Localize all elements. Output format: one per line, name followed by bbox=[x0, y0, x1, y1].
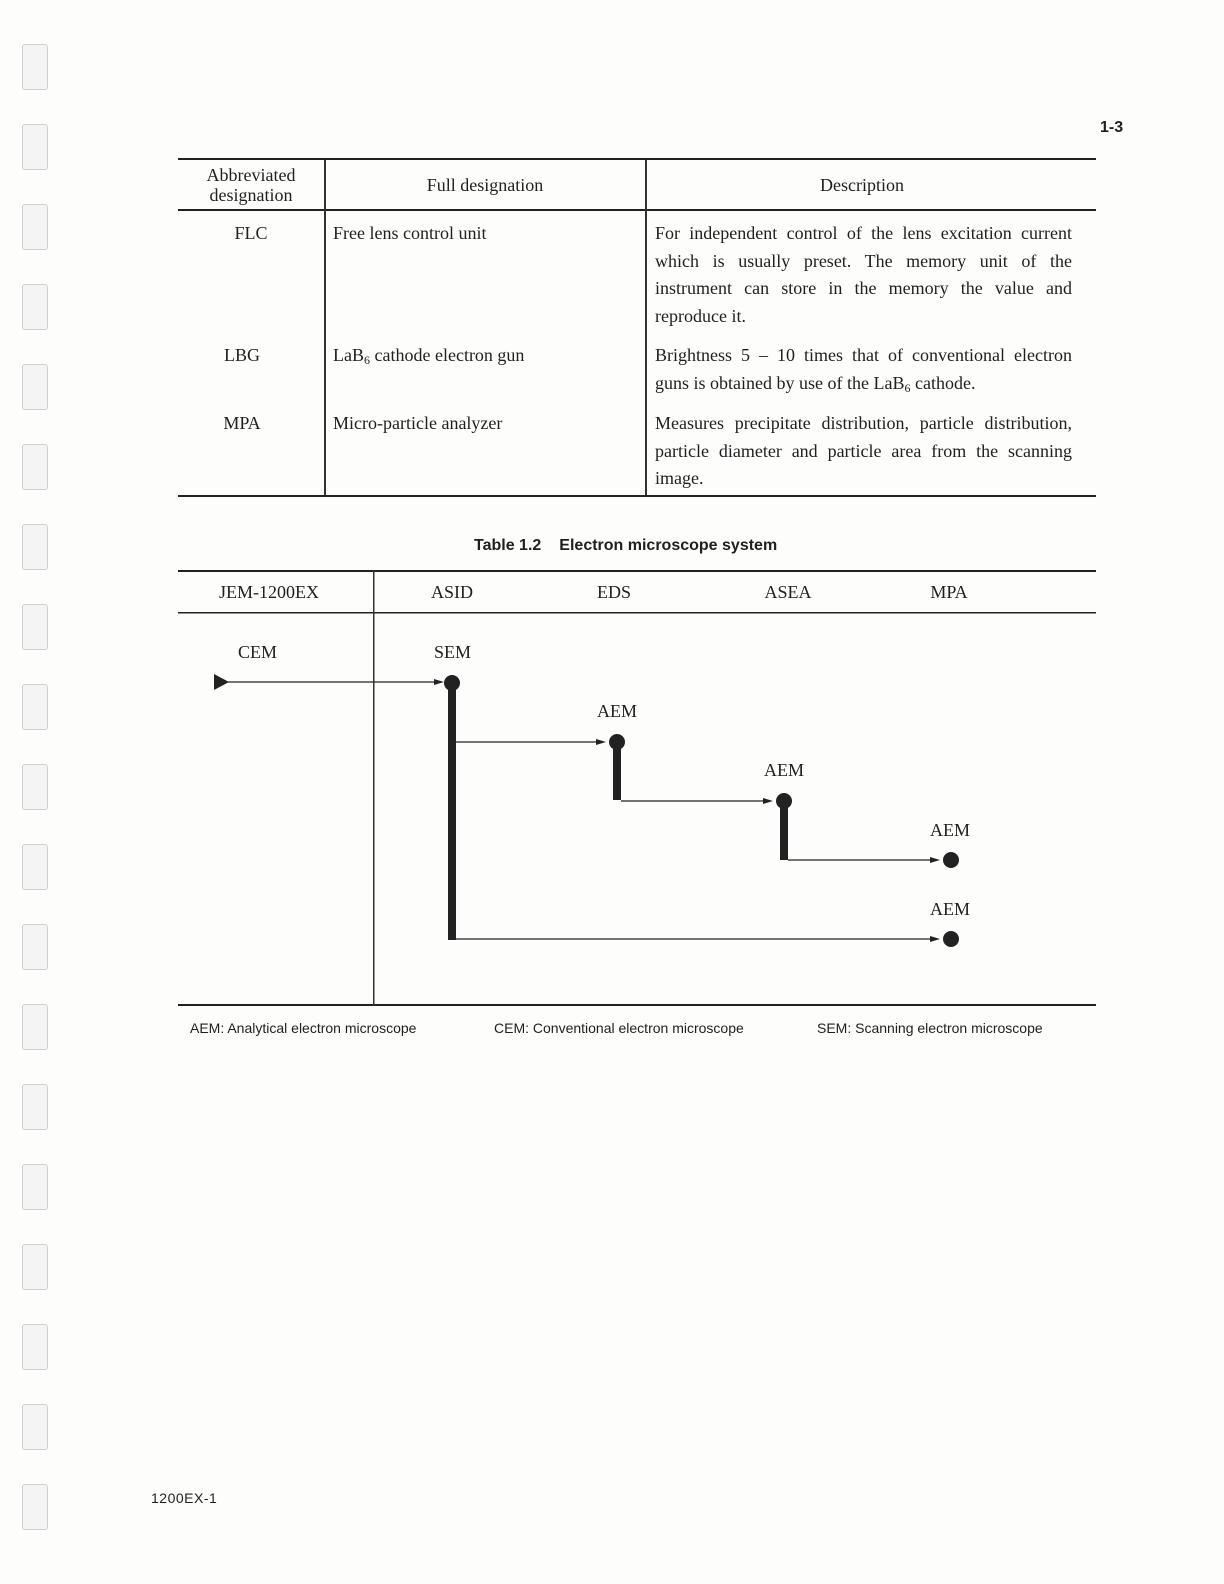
col-asea: ASEA bbox=[764, 582, 812, 602]
row-mpa-full: Micro-particle analyzer bbox=[333, 413, 503, 433]
row-flc-abbr: FLC bbox=[234, 223, 268, 243]
node-label-aem-4: AEM bbox=[930, 899, 970, 919]
document-code: 1200EX-1 bbox=[151, 1490, 218, 1506]
binder-hole bbox=[22, 684, 48, 730]
binder-hole bbox=[22, 44, 48, 90]
column-divider bbox=[324, 160, 326, 495]
col-asid: ASID bbox=[430, 582, 473, 602]
aem-4-arrow-head bbox=[930, 936, 940, 942]
row-mpa-description: Measures precipitate distribution, particle distribution, particle diameter and particle area from the scanning image. bbox=[655, 413, 1072, 488]
binder-hole bbox=[22, 924, 48, 970]
binder-hole bbox=[22, 1084, 48, 1130]
binder-hole bbox=[22, 1004, 48, 1050]
aem-1-arrow-head bbox=[596, 739, 606, 745]
aem-2-stem bbox=[780, 801, 788, 860]
aem-1-stem bbox=[613, 742, 621, 800]
diagram-header-rule bbox=[178, 612, 1096, 614]
header-abbreviated: Abbreviated designation bbox=[206, 165, 296, 205]
row-lbg-full: LaB$_6$ cathode electron gun bbox=[333, 345, 525, 367]
row-flc-description: For independent control of the lens excitation current which is usually preset. The memory unit of the instrument can store in the memory the value and reproduce it. bbox=[655, 223, 1072, 326]
row-flc-full: Free lens control unit bbox=[333, 223, 487, 243]
binder-hole bbox=[22, 1164, 48, 1210]
sem-arrow-head bbox=[434, 679, 444, 685]
legend-cem: CEM: Conventional electron microscope bbox=[494, 1020, 744, 1036]
row-lbg-description: Brightness 5 – 10 times that of conventional electron guns is obtained by use of the LaB$_6$ cathode. bbox=[655, 345, 1072, 395]
table-caption bbox=[474, 537, 777, 555]
aem-4-node bbox=[943, 931, 959, 947]
binder-hole bbox=[22, 284, 48, 330]
row-lbg-abbr: LBG bbox=[224, 345, 260, 365]
binder-hole bbox=[22, 844, 48, 890]
node-label-aem-3: AEM bbox=[930, 820, 970, 840]
cem-start-arrow bbox=[214, 674, 229, 690]
node-label-aem-2: AEM bbox=[764, 760, 804, 780]
binder-hole bbox=[22, 204, 48, 250]
aem-3-arrow-head bbox=[930, 857, 940, 863]
aem-3-node bbox=[943, 852, 959, 868]
diagram-top-rule bbox=[178, 570, 1096, 572]
caption-title: Electron microscope system bbox=[559, 537, 778, 554]
aem-2-arrow-head bbox=[763, 798, 773, 804]
table-top-rule bbox=[178, 158, 1096, 160]
sem-stem bbox=[448, 683, 456, 940]
legend-sem: SEM: Scanning electron microscope bbox=[817, 1020, 1043, 1036]
header-description: Description bbox=[820, 175, 904, 195]
binder-hole bbox=[22, 1324, 48, 1370]
row-mpa-abbr: MPA bbox=[223, 413, 261, 433]
node-label-sem: SEM bbox=[434, 642, 472, 662]
col-eds: EDS bbox=[596, 582, 631, 602]
node-label-aem-1: AEM bbox=[597, 701, 637, 721]
legend-aem: AEM: Analytical electron microscope bbox=[190, 1020, 417, 1036]
binder-hole bbox=[22, 1244, 48, 1290]
node-label-cem: CEM bbox=[238, 642, 278, 662]
binder-holes bbox=[0, 0, 60, 1584]
binder-hole bbox=[22, 1404, 48, 1450]
col-jem-1200ex: JEM-1200EX bbox=[219, 582, 319, 602]
table-header-rule bbox=[178, 209, 1096, 211]
diagram-bottom-rule bbox=[178, 1004, 1096, 1006]
binder-hole bbox=[22, 364, 48, 410]
column-divider bbox=[645, 160, 647, 495]
binder-hole bbox=[22, 524, 48, 570]
diagram-column-divider bbox=[373, 570, 375, 1006]
col-mpa: MPA bbox=[930, 582, 968, 602]
binder-hole bbox=[22, 764, 48, 810]
diagram-graphics bbox=[178, 570, 1096, 1010]
page-number: 1-3 bbox=[1100, 119, 1124, 136]
table-bottom-rule bbox=[178, 495, 1096, 497]
binder-hole bbox=[22, 1484, 48, 1530]
binder-hole bbox=[22, 444, 48, 490]
binder-hole bbox=[22, 604, 48, 650]
header-full-designation: Full designation bbox=[426, 175, 544, 195]
system-diagram bbox=[178, 570, 1096, 1010]
caption-number: Table 1.2 bbox=[474, 537, 542, 554]
binder-hole bbox=[22, 124, 48, 170]
